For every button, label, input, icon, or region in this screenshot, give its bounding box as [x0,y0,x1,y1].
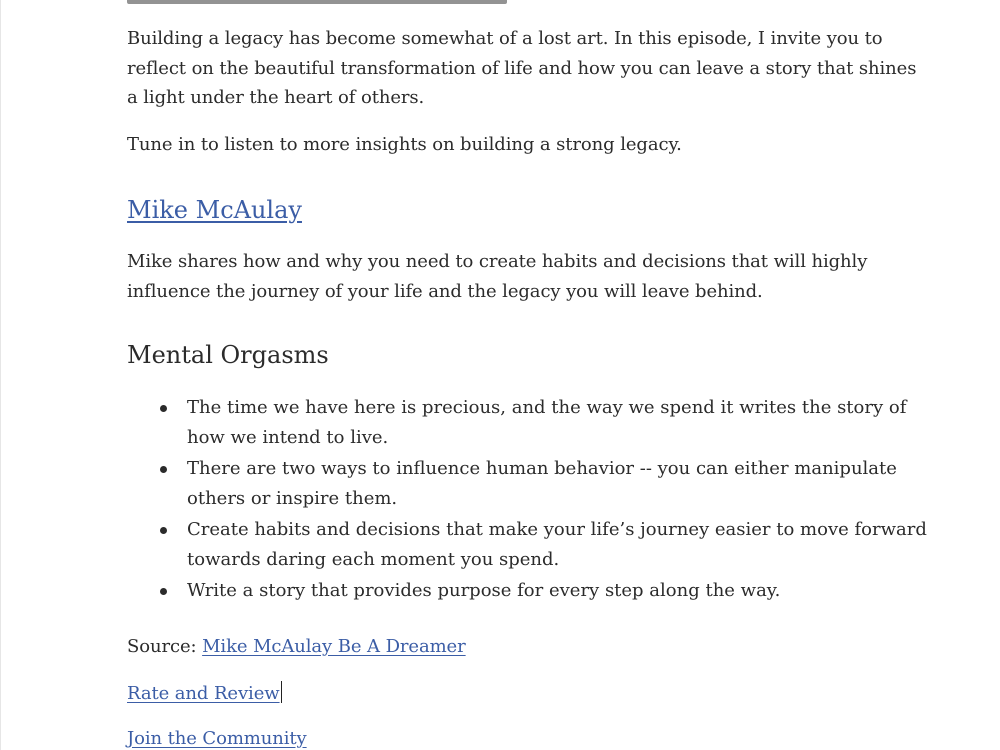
text-cursor [281,681,282,703]
insights-list [127,393,927,608]
source-line [127,632,466,662]
section-heading: Mental Orgasms [127,341,329,369]
tune-in-paragraph: Tune in to listen to more insights on building a strong legacy. [127,134,682,155]
clipped-heading [127,0,507,4]
join-line [127,724,307,750]
guest-name-link[interactable]: Mike McAulay [127,196,302,224]
list-item: The time we have here is precious, and the way we spend it writes the story of how we intend to live. [187,393,927,452]
rate-and-review-link[interactable]: Rate and Review [127,683,280,704]
list-item: There are two ways to influence human behavior -- you can either manipulate others or inspire them. [187,454,927,513]
list-item: Create habits and decisions that make your life’s journey easier to move forward towards daring each moment you spend. [187,515,927,574]
rate-line [127,679,282,709]
list-item: Write a story that provides purpose for every step along the way. [187,576,927,606]
source-link[interactable]: Mike McAulay Be A Dreamer [202,636,466,657]
join-community-link[interactable]: Join the Community [127,728,307,749]
guest-summary-paragraph: Mike shares how and why you need to create habits and decisions that will highly influence the journey of your life and the legacy you will leave behind. [127,251,868,302]
source-label: Source: [127,636,203,657]
intro-paragraph: Building a legacy has become somewhat of a lost art. In this episode, I invite you to reflect on the beautiful transformation of life and how you can leave a story that shines a light under the heart of others. [127,28,917,108]
